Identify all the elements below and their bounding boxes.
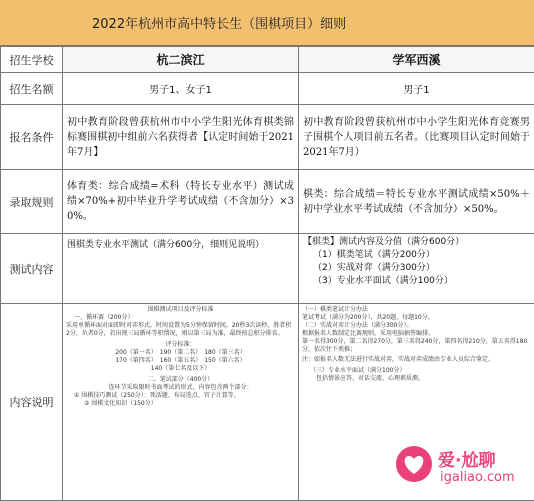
details-b-p3-title: （三）专业水平面试（满分100分） (302, 367, 531, 375)
rules-table (0, 46, 534, 501)
details-a-part1-text: 采用单循环面对面即时对弈形式，时间设置为5分钟保留时间，20秒3次读秒，胜者积2分，负者0分，若出现三局循环等积情况，则以第三局为准，最终按总积分排名。 (66, 322, 295, 338)
test-b-line: （2）实战对弈（满分300分） (303, 262, 530, 275)
details-a-part2-text: 连环节采取限时书面考试的形式，内容包含两个部分： (66, 384, 295, 392)
test-b-line: 【棋类】测试内容及分值（满分600分） (303, 236, 530, 249)
details-b-p2-text: 根据报名人数制定比赛规则，采用电脑抽签编排。 (302, 330, 531, 338)
school-a-name: 杭二滨江 (63, 47, 299, 73)
details-a-part2-item: ① 围棋技巧测试（250分）：死活题、布局选点、官子计算等。 (66, 392, 295, 400)
row-label-quota: 招生名额 (1, 73, 63, 105)
details-a-score-line: 200（第一名） 190（第二名） 180（第三名） (66, 349, 295, 357)
eligibility-b: 初中教育阶段曾获杭州市中小学生阳光体育竞赛男子围棋个人项目前五名者。（比赛项目认定时间始于2021年7月） (299, 113, 534, 162)
details-a-part1-title: 一、循环赛（200分） (66, 314, 295, 322)
admission-a-cell (63, 170, 299, 234)
details-a (63, 304, 298, 410)
row-label-details: 内容说明 (1, 304, 63, 501)
details-b-p3-text: 包括情景应答、对话交流、心理素质测。 (302, 375, 531, 383)
row-label-school: 招生学校 (1, 47, 63, 73)
eligibility-a-cell (63, 105, 299, 170)
school-b-name: 学军西溪 (299, 47, 534, 73)
details-a-part2-title: 二、笔试部分（400分） (66, 376, 295, 384)
details-b (299, 304, 534, 385)
details-b-p1-title: （一）棋类笔试计分办法 (302, 306, 531, 314)
table-row-admission (1, 170, 534, 234)
details-a-part2-item: ② 围棋文化知识（150分） (66, 400, 295, 408)
quota-a: 男子1、女子1 (63, 73, 299, 105)
details-b-p2-text: 第一名得300分，第二名得270分，第三名得240分，第四名得210分，第五名得180分，依次往下类推； (302, 338, 531, 354)
admission-b-cell (299, 170, 534, 234)
test-a-cell (63, 234, 299, 304)
details-b-p2-note: 注：如报名人数无法进行实战对弈，实战对弈成绩由专业人员综合鉴定。 (302, 356, 531, 364)
table-row-header (1, 47, 534, 73)
details-a-cell (63, 304, 299, 501)
document-title: 2022年杭州市高中特长生（围棋项目）细则 (0, 0, 534, 46)
watermark-name: 爱·尬聊 (438, 446, 495, 471)
test-a: 围棋类专业水平测试（满分600分，细则见说明） (63, 234, 298, 254)
test-b-line: （3）专业水平面试（满分100分） (303, 275, 530, 288)
details-a-heading: 围棋测试项目及评分标准 (66, 306, 295, 314)
details-b-p1-text: 笔试考试（满分为200分），共20题，每题10分。 (302, 314, 531, 322)
table-row-quota (1, 73, 534, 105)
watermark-logo-icon (394, 444, 434, 484)
row-label-eligibility: 报名条件 (1, 105, 63, 170)
test-b-cell (299, 234, 534, 304)
admission-a: 体育类：综合成绩=术科（特长专业水平）测试成绩×70%+初中毕业升学考试成绩（不含加分）×30%。 (63, 177, 298, 226)
quota-b: 男子1 (299, 73, 534, 105)
row-label-admission: 录取规则 (1, 170, 63, 234)
details-a-score-line: 140（第七名及以下） (66, 365, 295, 373)
row-label-test: 测试内容 (1, 234, 63, 304)
eligibility-b-cell (299, 105, 534, 170)
admission-b: 棋类：综合成绩＝特长专业水平测试成绩×50%＋初中学业水平考试成绩（不含加分）×50%。 (299, 185, 534, 219)
test-b-line: （1）棋类笔试（满分200分） (303, 249, 530, 262)
table-row-test (1, 234, 534, 304)
details-a-score-heading: 评分标准： (66, 341, 295, 349)
details-b-p2-title: （二）实战对弈计分办法（满分300分）。 (302, 322, 531, 330)
watermark-url: igaliao.com (440, 470, 515, 485)
test-b (299, 234, 534, 290)
watermark (390, 440, 530, 496)
details-a-score-line: 170（第四名） 160（第五名） 150（第六名） (66, 357, 295, 365)
table-row-eligibility (1, 105, 534, 170)
eligibility-a: 初中教育阶段曾获杭州市中小学生阳光体育棋类锦标赛围棋初中组前六名获得者【认定时间始于2021年7月】 (63, 113, 298, 162)
